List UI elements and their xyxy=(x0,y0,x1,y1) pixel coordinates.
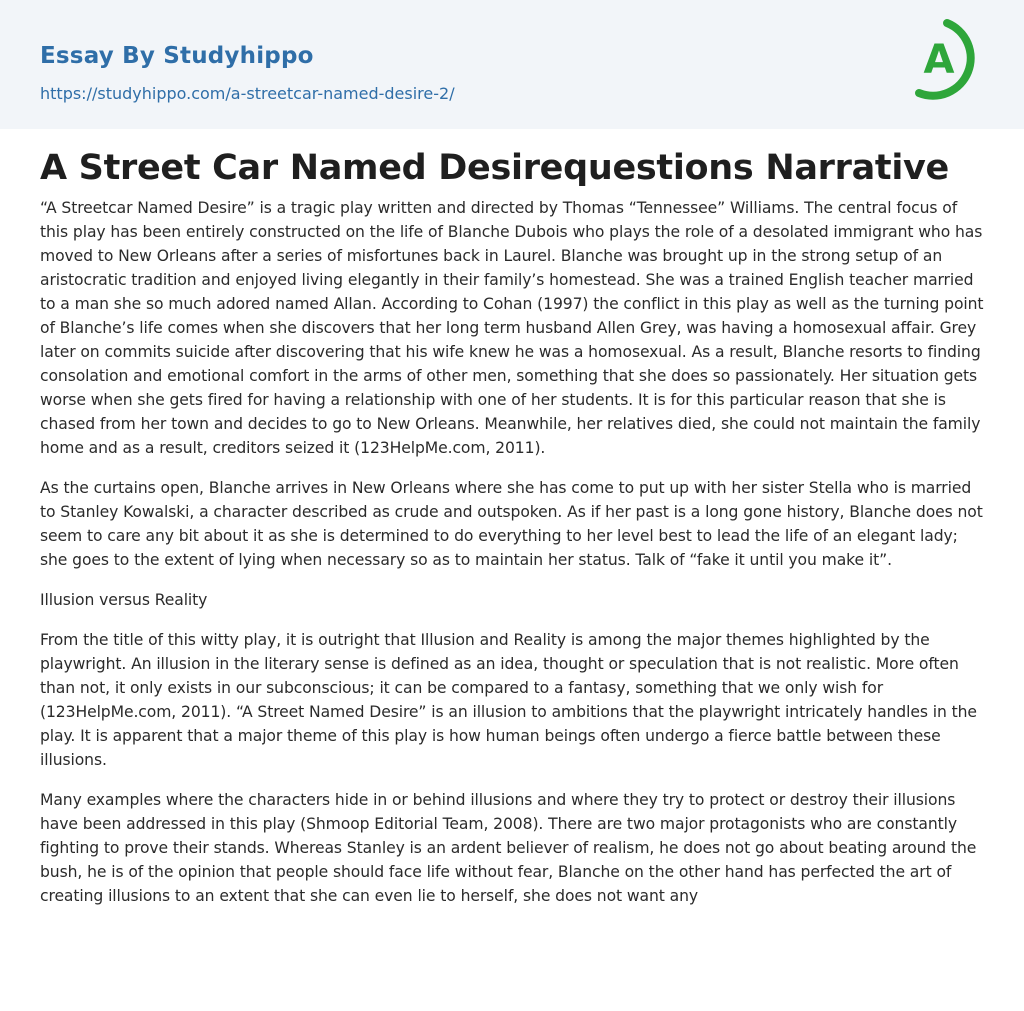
essay-title: A Street Car Named Desirequestions Narrative xyxy=(40,148,949,188)
section-heading: Illusion versus Reality xyxy=(40,591,208,609)
essay-paragraph: Many examples where the characters hide in or behind illusions and where they try to protect or destroy their illusions have been addressed in this play (Shmoop Editorial Team, 2008). There are two major protagonists who are constantly fighting to prove their stands. Whereas Stanley is an ardent believer of realism, he does not go about beating around the bush, he is of the opinion that people should face life without fear, Blanche on the other hand has perfected the art of creating illusions to an extent that she can even lie to herself, she does not want any xyxy=(40,791,977,905)
essay-url-link[interactable]: https://studyhippo.com/a-streetcar-named-desire-2/ xyxy=(40,84,455,103)
essay-paragraph: “A Streetcar Named Desire” is a tragic play written and directed by Thomas “Tennessee” Williams. The central focus of this play has been entirely constructed on the life of Blanche Dubois who plays the role of a desolated immigrant who has moved to New Orleans after a series of misfortunes back in Laurel. Blanche was brought up in the strong setup of an aristocratic tradition and enjoyed living elegantly in their family’s homestead. She was a trained English teacher married to a man she so much adored named Allan. According to Cohan (1997) the conflict in this play as well as the turning point of Blanche’s life comes when she discovers that her long term husband Allen Grey, was having a homosexual affair. Grey later on commits suicide after discovering that his wife knew he was a homosexual. As a result, Blanche resorts to finding consolation and emotional comfort in the arms of other men, something that she does so passionately. Her situation gets worse when she gets fired for having a relationship with one of her students. It is for this particular reason that she is chased from her town and decides to go to New Orleans. Meanwhile, her relatives died, she could not maintain the family home and as a result, creditors seized it (123HelpMe.com, 2011). xyxy=(40,199,984,457)
essay-paragraph: As the curtains open, Blanche arrives in New Orleans where she has come to put up with her sister Stella who is married to Stanley Kowalski, a character described as crude and outspoken. As if her past is a long gone history, Blanche does not seem to care any bit about it as she is determined to do everything to her level best to lead the life of an elegant lady; she goes to the extent of lying when necessary so as to maintain her status. Talk of “fake it until you make it”. xyxy=(40,479,983,569)
site-header xyxy=(0,0,1024,129)
essay-paragraph: From the title of this witty play, it is outright that Illusion and Reality is among the major themes highlighted by the playwright. An illusion in the literary sense is defined as an idea, thought or speculation that is not realistic. More often than not, it only exists in our subconscious; it can be compared to a fantasy, something that we only wish for (123HelpMe.com, 2011). “A Street Named Desire” is an illusion to ambitions that the playwright intricately handles in the play. It is apparent that a major theme of this play is how human beings often undergo a fierce battle between these illusions. xyxy=(40,631,977,769)
brand-title: Essay By Studyhippo xyxy=(40,43,314,69)
studyhippo-logo-icon[interactable] xyxy=(905,17,989,107)
logo-letter: A xyxy=(923,37,955,83)
essay-content xyxy=(0,129,1024,908)
